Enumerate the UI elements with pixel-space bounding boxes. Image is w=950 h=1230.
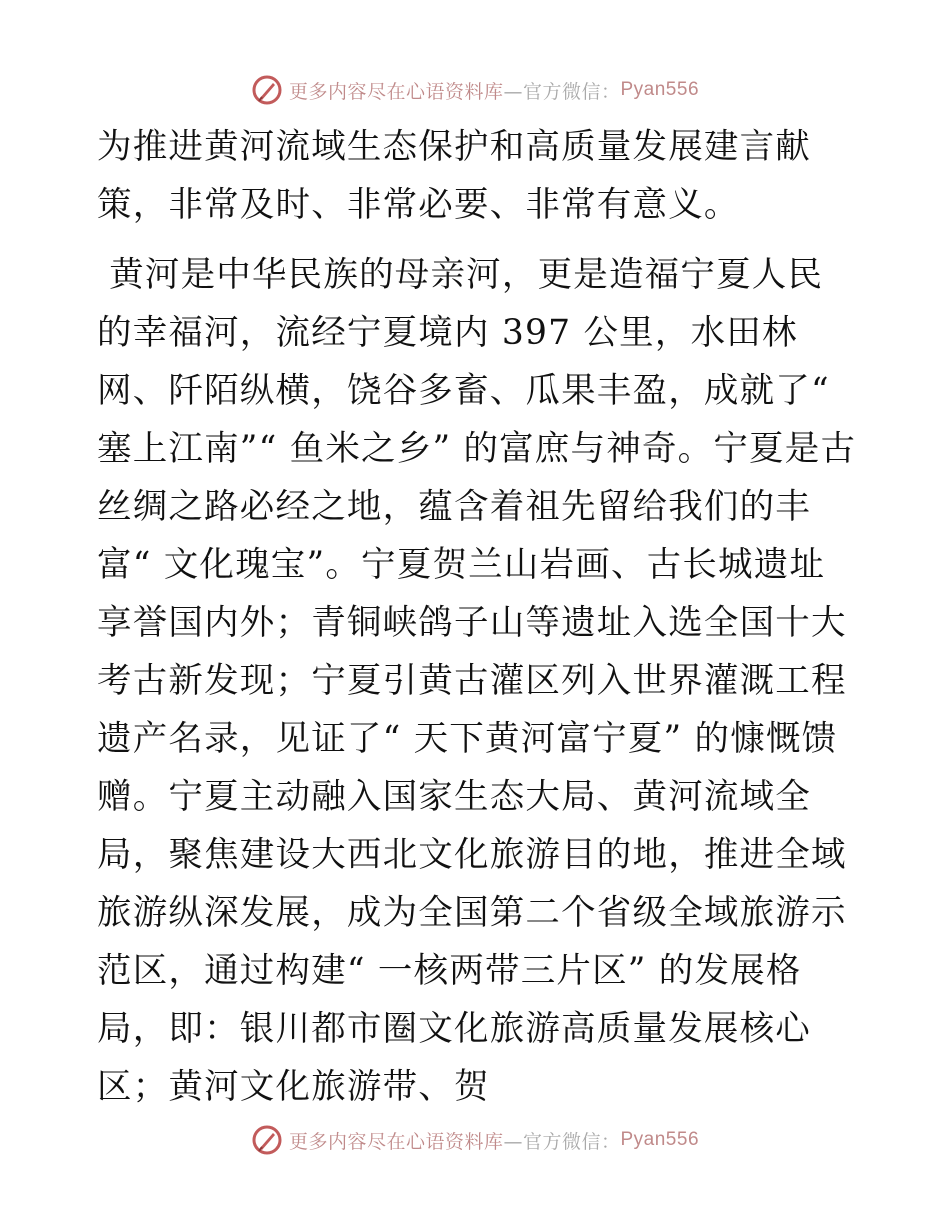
quill-logo-icon	[251, 74, 283, 106]
watermark-sub-text: —官方微信：	[503, 80, 621, 103]
footer-watermark	[0, 1120, 950, 1160]
header-watermark	[0, 70, 950, 110]
paragraph-1: 为推进黄河流域生态保护和高质量发展建言献策，非常及时、非常必要、非常有意义。	[97, 127, 811, 225]
quill-logo-icon	[251, 1124, 283, 1156]
watermark-sub-text: —官方微信：	[503, 1130, 621, 1153]
paragraph-2: 黄河是中华民族的母亲河，更是造福宁夏人民的幸福河，流经宁夏境内 397 公里，水田林网、阡陌纵横，饶谷多畜、瓜果丰盈，成就了“ 塞上江南”“ 鱼米之乡” 的富庶与神奇。宁夏是古丝绸之路必经之地，蕴含着祖先留给我们的丰富“ 文化瑰宝”。宁夏贺兰山岩画、古长城遗址享誉国内外；青铜峡鸽子山等遗址入选全国十大考古新发现；宁夏引黄古灌区列入世界灌溉工程遗产名录，见证了“ 天下黄河富宁夏” 的慷慨馈赠。宁夏主动融入国家生态大局、黄河流域全局，聚焦建设大西北文化旅游目的地，推进全域旅游纵深发展，成为全国第二个省级全域旅游示范区，通过构建“ 一核两带三片区” 的发展格局，即：银川都市圈文化旅游高质量发展核心区；黄河文化旅游带、贺	[97, 255, 857, 1107]
watermark-main-text: 更多内容尽在心语资料库	[288, 1130, 504, 1153]
watermark-main-text: 更多内容尽在心语资料库	[288, 80, 504, 103]
watermark-wechat-id: Pyan556	[620, 79, 700, 100]
document-body	[97, 118, 857, 1116]
watermark-wechat-id: Pyan556	[620, 1129, 700, 1150]
